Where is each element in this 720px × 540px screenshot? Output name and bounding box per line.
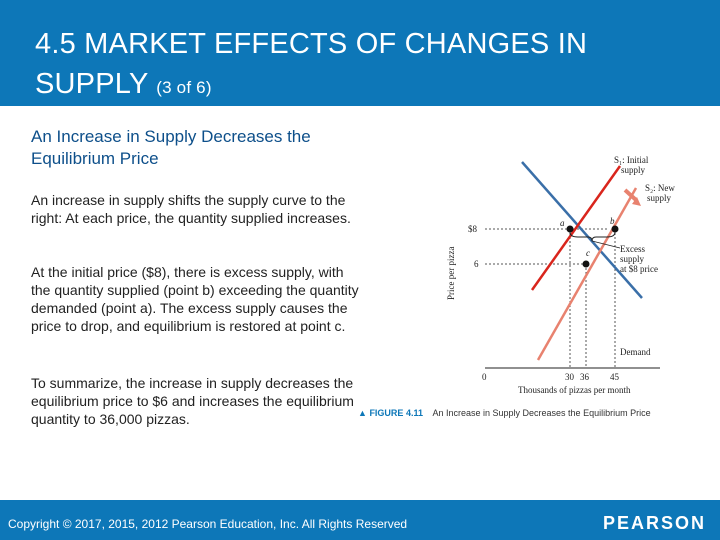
x-tick-36: 36	[580, 372, 589, 382]
excess-supply-label: Excess supply at $8 price	[620, 244, 658, 274]
point-a	[567, 226, 574, 233]
demand-label: Demand	[620, 347, 651, 357]
figure-caption	[358, 408, 708, 418]
x-tick-0: 0	[482, 372, 487, 382]
paragraph-summary: To summarize, the increase in supply decreases the equilibrium price to $6 and increases the equilibrium quantity to 36,000 pizzas.	[31, 375, 354, 427]
x-tick-45: 45	[610, 372, 619, 382]
figure-marker-icon: ▲	[358, 408, 367, 418]
paragraph-excess-supply: At the initial price ($8), there is excess supply, with the quantity supplied (point b) exceeding the quantity demanded (point a). The excess supply causes the price to drop, and equilibrium is restored at point c.	[31, 264, 359, 334]
footer-bar	[0, 500, 720, 540]
title-bar	[0, 0, 720, 106]
s2-label: S₂: New supply	[645, 183, 675, 203]
slide-title-sub: (3 of 6)	[156, 78, 212, 97]
supply-curve-s1	[532, 166, 620, 290]
slide-title	[35, 24, 695, 108]
x-axis-label: Thousands of pizzas per month	[518, 385, 631, 395]
point-b-label: b	[610, 216, 615, 226]
s1-label: S₁: Initial supply	[614, 155, 649, 175]
copyright-text: Copyright © 2017, 2015, 2012 Pearson Education, Inc. All Rights Reserved	[8, 517, 408, 531]
point-c	[583, 261, 590, 268]
figure-title: An Increase in Supply Decreases the Equilibrium Price	[432, 408, 651, 418]
excess-supply-brace	[570, 232, 615, 241]
supply-demand-chart	[440, 150, 700, 400]
slide-title-main: 4.5 MARKET EFFECTS OF CHANGES IN SUPPLY	[35, 28, 588, 100]
point-a-label: a	[560, 218, 565, 228]
pearson-logo: PEARSON	[602, 513, 706, 533]
y-tick-6: 6	[474, 259, 479, 269]
section-heading: An Increase in Supply Decreases the Equilibrium Price	[31, 127, 311, 168]
paragraph-shift: An increase in supply shifts the supply curve to the right: At each price, the quantity supplied increases.	[31, 192, 351, 226]
y-tick-8: $8	[468, 224, 477, 234]
point-b	[612, 226, 619, 233]
point-c-label: c	[586, 248, 590, 258]
x-tick-30: 30	[565, 372, 574, 382]
y-axis-label: Price per pizza	[446, 246, 456, 300]
figure-number: FIGURE 4.11	[369, 408, 423, 418]
